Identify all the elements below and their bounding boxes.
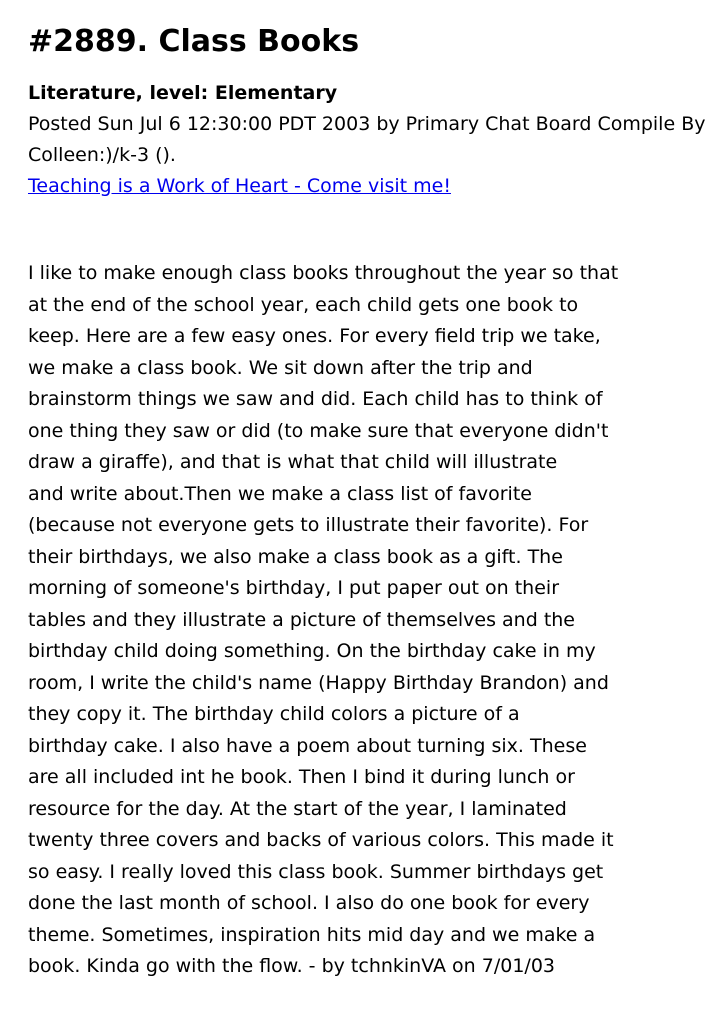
author-site-link[interactable]: Teaching is a Work of Heart - Come visit me! xyxy=(28,175,451,197)
post-body-line: book. Kinda go with the flow. - by tchnkinVA on 7/01/03 xyxy=(28,955,555,977)
page-title: #2889. Class Books xyxy=(28,24,360,59)
post-body-line: done the last month of school. I also do one book for every xyxy=(28,892,590,914)
post-body-line: keep. Here are a few easy ones. For every field trip we take, xyxy=(28,325,601,347)
post-body-line: they copy it. The birthday child colors a picture of a xyxy=(28,703,520,725)
post-body-line: are all included int he book. Then I bind it during lunch or xyxy=(28,766,575,788)
post-meta xyxy=(28,109,706,171)
post-body-line: so easy. I really loved this class book. Summer birthdays get xyxy=(28,860,604,883)
post-body-line: theme. Sometimes, inspiration hits mid day and we make a xyxy=(28,923,596,946)
post-body-line: at the end of the school year, each child gets one book to xyxy=(28,293,579,316)
post-meta-line: Colleen:)/k-3 (). xyxy=(28,144,176,166)
post-meta-line: Posted Sun Jul 6 12:30:00 PDT 2003 by Primary Chat Board Compile By xyxy=(28,113,706,135)
post-body-line: we make a class book. We sit down after the trip and xyxy=(28,356,533,379)
post-body-line: room, I write the child's name (Happy Birthday Brandon) and xyxy=(28,671,609,694)
post-body-line: I like to make enough class books throughout the year so that xyxy=(28,262,619,284)
post-body-line: brainstorm things we saw and did. Each child has to think of xyxy=(28,388,603,410)
post-body-line: birthday cake. I also have a poem about turning six. These xyxy=(28,734,587,757)
post-body-line: twenty three covers and backs of various colors. This made it xyxy=(28,829,614,851)
post-category: Literature, level: Elementary xyxy=(28,82,338,104)
post-body-line: resource for the day. At the start of the year, I laminated xyxy=(28,797,567,820)
post-body-line: tables and they illustrate a picture of themselves and the xyxy=(28,608,576,631)
post-body xyxy=(28,258,692,983)
post-body-line: draw a giraffe), and that is what that child will illustrate xyxy=(28,451,558,473)
post-body-line: their birthdays, we also make a class book as a gift. The xyxy=(28,545,563,568)
post-body-line: morning of someone's birthday, I put paper out on their xyxy=(28,577,560,599)
post-body-line: one thing they saw or did (to make sure that everyone didn't xyxy=(28,419,609,442)
post-body-line: and write about.Then we make a class list of favorite xyxy=(28,482,532,505)
post-body-line: (because not everyone gets to illustrate their favorite). For xyxy=(28,514,589,536)
post-body-line: birthday child doing something. On the birthday cake in my xyxy=(28,640,596,662)
